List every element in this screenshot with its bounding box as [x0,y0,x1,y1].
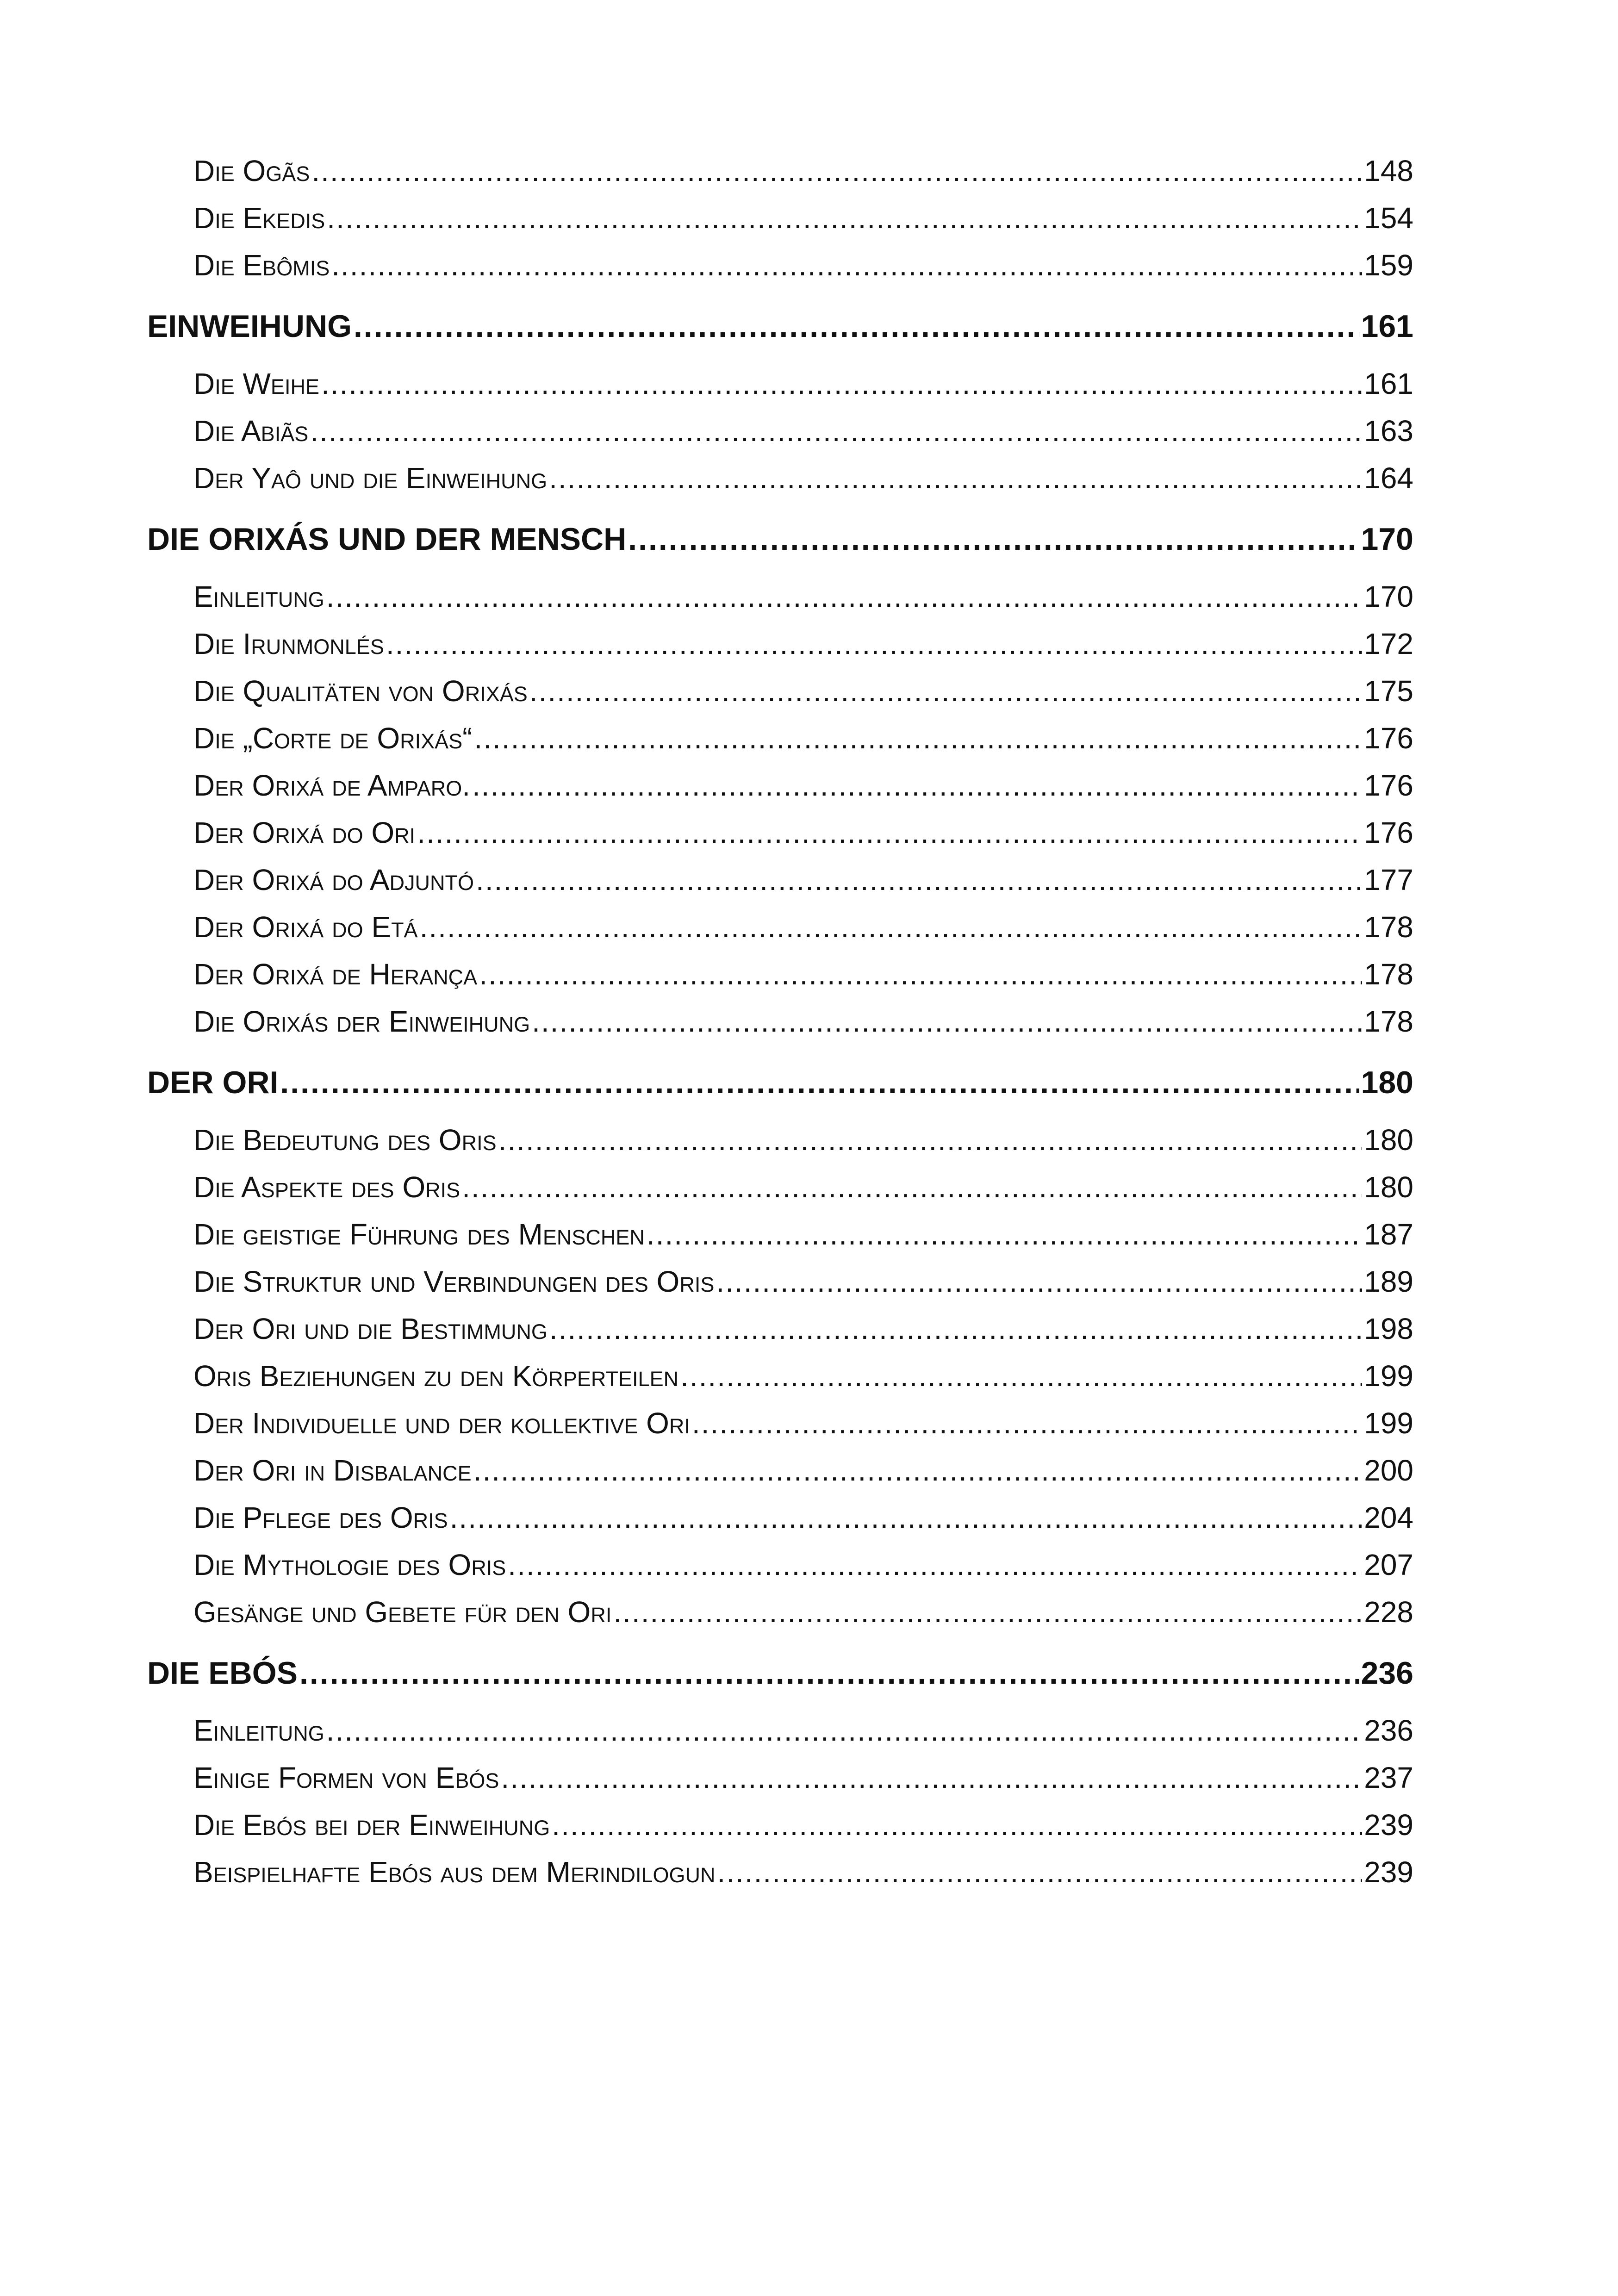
toc-entry-title: Die Orixás der Einweihung [193,1005,530,1038]
toc-section-ori[interactable] [147,1059,1413,1106]
toc-entry-page: 199 [1364,1359,1413,1393]
toc-entry-title: Einige Formen von Ebós [193,1761,499,1794]
dot-leader [327,194,1362,242]
toc-entry-page: 159 [1364,249,1413,282]
toc-entry-title: Die Abiãs [193,414,309,448]
dot-leader [532,998,1362,1045]
toc-entry[interactable] [147,360,1413,407]
toc-entry-page: 148 [1364,154,1413,187]
dot-leader [311,147,1362,194]
dot-leader [508,1541,1362,1588]
toc-entry[interactable] [147,1541,1413,1588]
toc-entry-page: 163 [1364,414,1413,448]
toc-entry-title: Die Ebômis [193,249,330,282]
toc-entry-title: Gesänge und Gebete für den Ori [193,1595,612,1629]
dot-leader [716,1258,1362,1305]
dot-leader [474,715,1362,762]
toc-entry[interactable] [147,1305,1413,1352]
toc-section-page: 180 [1361,1065,1413,1100]
toc-entry-title: Der Yaô und die Einweihung [193,461,548,495]
dot-leader [326,1707,1363,1754]
toc-section-title: DIE EBÓS [147,1655,298,1691]
dot-leader [647,1211,1362,1258]
dot-leader [354,303,1359,350]
toc-entry-title: Die Weihe [193,367,319,400]
toc-entry-title: Die Ogãs [193,154,310,187]
dot-leader [420,903,1363,951]
toc-entry-title: Die Ebós bei der Einweihung [193,1808,550,1842]
dot-leader [472,762,1362,809]
dot-leader [628,516,1359,563]
dot-leader [450,1494,1363,1541]
toc-entry[interactable] [147,903,1413,951]
dot-leader [529,667,1362,715]
toc-entry[interactable] [147,856,1413,903]
toc-entry-page: 176 [1364,816,1413,849]
toc-entry-page: 239 [1364,1808,1413,1842]
toc-entry[interactable] [147,1754,1413,1801]
toc-entry-title: Der Orixá do Adjuntó [193,863,474,896]
toc-entry-page: 154 [1364,201,1413,235]
toc-entry[interactable] [147,1258,1413,1305]
dot-leader [680,1352,1362,1400]
dot-leader [498,1116,1363,1164]
toc-entry-page: 164 [1364,461,1413,495]
dot-leader [417,809,1362,856]
toc-entry-title: Die Irunmonlés [193,627,384,660]
toc-entry-page: 228 [1364,1595,1413,1629]
toc-entry-page: 200 [1364,1454,1413,1487]
dot-leader [299,1649,1359,1697]
toc-entry-page: 176 [1364,722,1413,755]
toc-entry[interactable] [147,1400,1413,1447]
toc-entry-page: 239 [1364,1855,1413,1889]
dot-leader [692,1400,1362,1447]
toc-section-page: 236 [1361,1655,1413,1691]
toc-entry-page: 204 [1364,1501,1413,1534]
dot-leader [549,454,1362,502]
toc-section-page: 161 [1361,309,1413,344]
toc-entry[interactable] [147,1588,1413,1636]
toc-entry[interactable] [147,1352,1413,1400]
toc-entry[interactable] [147,1211,1413,1258]
toc-entry[interactable] [147,242,1413,289]
dot-leader [321,360,1362,407]
toc-entry-title: Der Ori in Disbalance [193,1454,472,1487]
toc-entry[interactable] [147,809,1413,856]
toc-entry-page: 170 [1364,580,1413,613]
toc-entry[interactable] [147,454,1413,502]
toc-entry-title: Der Orixá do Etá [193,910,418,944]
dot-leader [717,1848,1363,1896]
dot-leader [326,573,1363,620]
toc-entry-title: Die Bedeutung des Oris [193,1123,497,1157]
dot-leader [331,242,1362,289]
dot-leader [501,1754,1362,1801]
toc-entry[interactable] [147,573,1413,620]
toc-section-page: 170 [1361,522,1413,557]
dot-leader [549,1305,1362,1352]
toc-entry-page: 177 [1364,863,1413,896]
toc-entry-page: 178 [1364,958,1413,991]
toc-entry-page: 237 [1364,1761,1413,1794]
toc-entry[interactable] [147,1801,1413,1848]
toc-entry[interactable] [147,715,1413,762]
toc-entry-title: Einleitung [193,580,324,613]
toc-entry[interactable] [147,147,1413,194]
toc-entry[interactable] [147,194,1413,242]
toc-entry[interactable] [147,620,1413,667]
dot-leader [473,1447,1363,1494]
table-of-contents [147,147,1413,1896]
toc-entry[interactable] [147,1707,1413,1754]
toc-entry-title: Der Ori und die Bestimmung [193,1312,548,1345]
toc-entry-page: 178 [1364,910,1413,944]
toc-entry-title: Der Orixá de Amparo. [193,769,471,802]
toc-section-ebos[interactable] [147,1649,1413,1697]
toc-entry-page: 176 [1364,769,1413,802]
toc-entry[interactable] [147,1848,1413,1896]
toc-section-title: DER ORI [147,1065,279,1100]
toc-section-einweihung[interactable] [147,303,1413,350]
toc-entry-page: 236 [1364,1714,1413,1747]
toc-entry[interactable] [147,1447,1413,1494]
dot-leader [476,856,1362,903]
toc-entry-title: Die „Corte de Orixás“ [193,722,473,755]
toc-entry-title: Der Orixá do Ori [193,816,416,849]
toc-entry-page: 178 [1364,1005,1413,1038]
toc-entry[interactable] [147,998,1413,1045]
dot-leader [280,1059,1359,1106]
toc-entry[interactable] [147,1164,1413,1211]
toc-entry-title: Die Aspekte des Oris [193,1170,461,1204]
dot-leader [613,1588,1362,1636]
toc-entry-title: Oris Beziehungen zu den Körperteilen [193,1359,679,1393]
toc-entry[interactable] [147,1494,1413,1541]
toc-entry-title: Der Individuelle und der kollektive Ori [193,1406,690,1440]
toc-entry[interactable] [147,1116,1413,1164]
toc-entry-page: 175 [1364,674,1413,708]
dot-leader [310,407,1362,454]
toc-entry-page: 198 [1364,1312,1413,1345]
toc-entry-title: Die Struktur und Verbindungen des Oris [193,1265,715,1298]
toc-entry[interactable] [147,951,1413,998]
toc-entry-title: Die geistige Führung des Menschen [193,1218,645,1251]
toc-section-title: EINWEIHUNG [147,309,352,344]
toc-entry-title: Einleitung [193,1714,324,1747]
toc-entry-title: Beispielhafte Ebós aus dem Merindilogun [193,1855,716,1889]
toc-entry-title: Der Orixá de Herança [193,958,478,991]
toc-entry-page: 189 [1364,1265,1413,1298]
toc-entry-page: 172 [1364,627,1413,660]
dot-leader [462,1164,1362,1211]
toc-section-title: DIE ORIXÁS UND DER MENSCH [147,522,627,557]
toc-entry-page: 207 [1364,1548,1413,1581]
toc-section-orixas[interactable] [147,516,1413,563]
toc-entry-title: Die Ekedis [193,201,325,235]
dot-leader [479,951,1362,998]
toc-entry[interactable] [147,407,1413,454]
toc-entry-page: 180 [1364,1123,1413,1157]
dot-leader [386,620,1362,667]
toc-entry[interactable] [147,667,1413,715]
toc-entry-title: Die Pflege des Oris [193,1501,448,1534]
toc-entry-page: 180 [1364,1170,1413,1204]
dot-leader [552,1801,1362,1848]
toc-entry-title: Die Qualitäten von Orixás [193,674,528,708]
toc-entry-page: 199 [1364,1406,1413,1440]
toc-entry-page: 187 [1364,1218,1413,1251]
toc-entry[interactable] [147,762,1413,809]
toc-entry-title: Die Mythologie des Oris [193,1548,506,1581]
toc-entry-page: 161 [1364,367,1413,400]
